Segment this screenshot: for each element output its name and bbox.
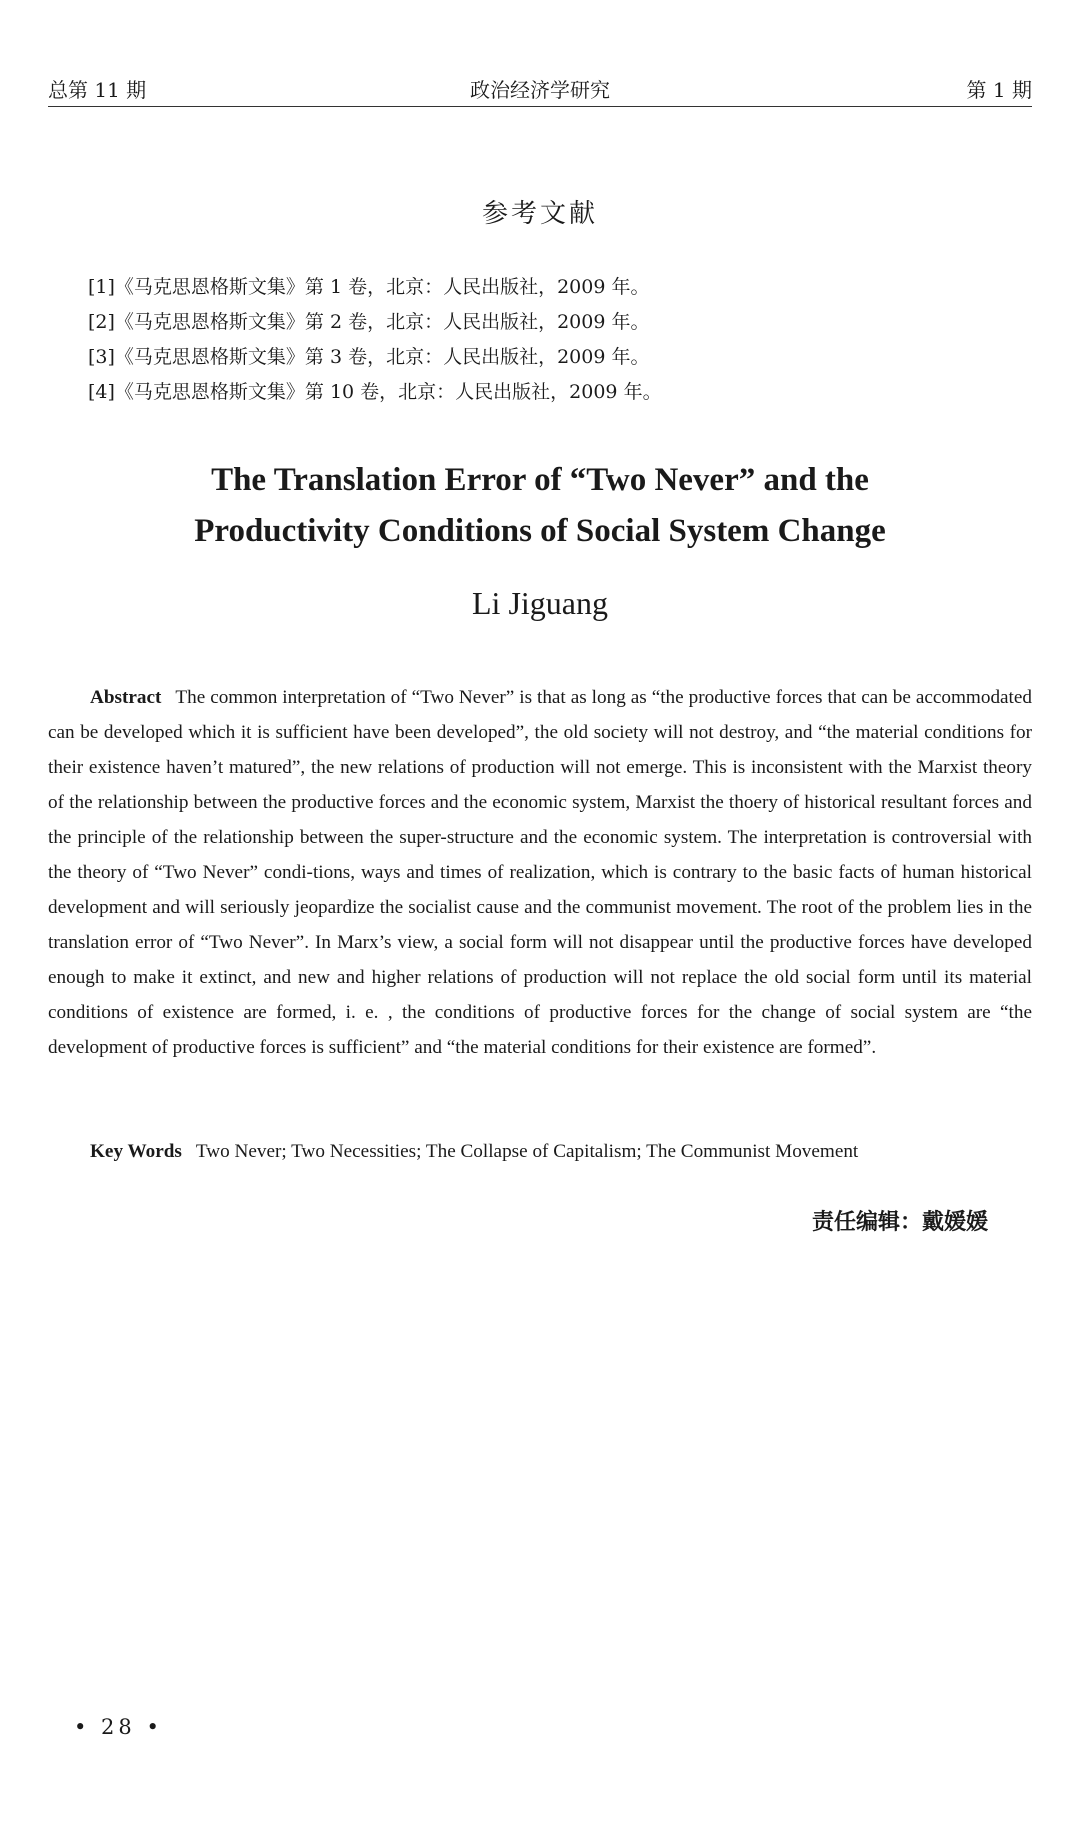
responsible-editor: 责任编辑：戴媛媛 [811, 1210, 988, 1235]
page-number: • 28 • [74, 1715, 163, 1739]
abstract-label: Abstract [90, 687, 162, 708]
references-heading: 参考文献 [481, 199, 598, 229]
reference-item: [2]《马克思恩格斯文集》第 2 卷，北京：人民出版社，2009 年。 [88, 311, 650, 333]
reference-item: [4]《马克思恩格斯文集》第 10 卷，北京：人民出版社，2009 年。 [88, 381, 662, 403]
issue-number: 第 1 期 [966, 78, 1032, 102]
paper-title-line-1: The Translation Error of “Two Never” and the [211, 462, 869, 498]
keywords-paragraph [48, 1134, 1032, 1169]
reference-list [88, 270, 1020, 410]
paper-title-line-2: Productivity Conditions of Social System Change [194, 513, 886, 549]
abstract-paragraph [48, 680, 1032, 1065]
paper-title [60, 455, 1020, 557]
reference-item: [1]《马克思恩格斯文集》第 1 卷，北京：人民出版社，2009 年。 [88, 276, 650, 298]
running-header [48, 70, 1032, 107]
issue-total-number: 总第 11 期 [48, 78, 147, 102]
abstract-text: The common interpretation of “Two Never” is that as long as “the productive forces that can be accommodated can be developed which it is sufficient have been developed”, the old society will not destroy, and “the material conditions for their existence haven’t matured”, the new relations of production will not emerge. This is inconsistent with the Marxist theory of the relationship between the productive forces and the economic system, Marxist the thoery of historical resultant forces and the principle of the relationship between the super-structure and the economic system. The interpretation is controversial with the theory of “Two Never” condi-tions, ways and times of realization, which is contrary to the basic facts of human historical development and will seriously jeopardize the socialist cause and the communist movement. The root of the problem lies in the translation error of “Two Never”. In Marx’s view, a social form will not disappear until the productive forces have developed enough to make it extinct, and new and higher relations of production will not replace the old social form until its material conditions of existence are formed, i. e. , the conditions of productive forces for the change of social system are “the development of productive forces is sufficient” and “the material conditions for their existence are formed”. [48, 687, 1032, 1058]
journal-name: 政治经济学研究 [470, 78, 610, 102]
paper-author: Li Jiguang [472, 585, 608, 621]
keywords-label: Key Words [90, 1141, 182, 1162]
reference-item: [3]《马克思恩格斯文集》第 3 卷，北京：人民出版社，2009 年。 [88, 346, 650, 368]
keywords-text: Two Never; Two Necessities; The Collapse of Capitalism; The Communist Movement [195, 1141, 859, 1162]
